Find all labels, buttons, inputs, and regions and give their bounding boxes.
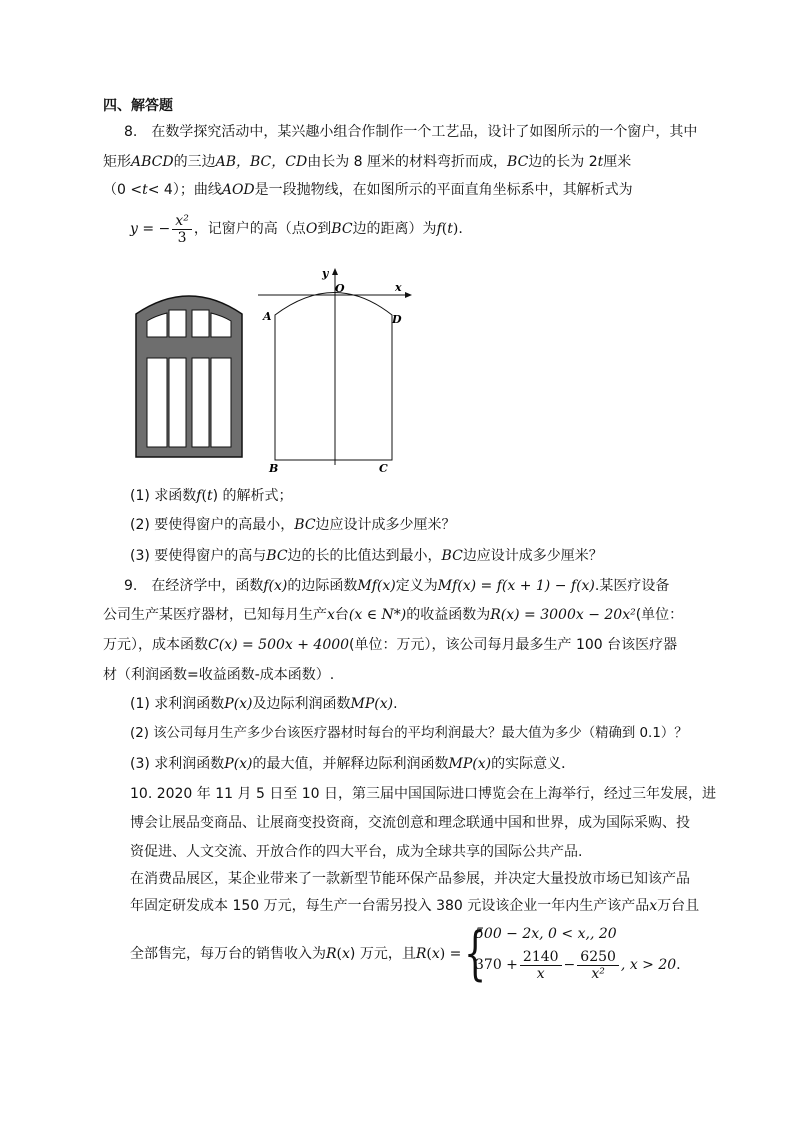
q10-line-1: 10. 2020 年 11 月 5 日至 10 日，第三届中国国际进口博览会在上海举行，经过三年发展，进 [130, 786, 717, 802]
q8-line-4-formula: y = − $\frac{\text{x²}}{3}$ ，记窗户的高（点O到BC边的距离）为f(t). [130, 212, 463, 246]
window-pane-3 [192, 358, 209, 447]
label-y: y [322, 267, 329, 280]
fraction-6250-over-x2: $\frac{6250}{\text{x²}}$ [577, 949, 619, 982]
label-a: A [263, 310, 272, 323]
label-b: B [269, 462, 279, 475]
coordinate-diagram [255, 265, 415, 480]
piecewise-case-2: 370 + $\frac{2140}{x}$ − $\frac{6250}{\text{x²}}$ , x > 20. [475, 948, 681, 982]
q9-line-3: 万元），成本函数C(x) = 500x + 4000(单位：万元），该公司每月最多生产 100 台该医疗器 [103, 637, 678, 653]
q10-line-3: 资促进、人文交流、开放合作的四大平台，成为全球共享的国际公共产品. [130, 844, 583, 860]
label-d: D [392, 313, 402, 326]
q8-sub-1: (1) 求函数f(t) 的解析式； [130, 488, 293, 504]
label-c: C [379, 462, 388, 475]
q9-sub-2: (2) 该公司每月生产多少台该医疗器材时每台的平均利润最大？最大值为多少（精确到 0.1）？ [130, 726, 688, 741]
fraction-x2-over-3: $\frac{\text{x²}}{3}$ [172, 213, 192, 246]
window-pane-2 [169, 358, 186, 447]
q8-line-1: 8. 在数学探究活动中，某兴趣小组合作制作一个工艺品，设计了如图所示的一个窗户，其中 [124, 124, 698, 140]
fraction-2140-over-x: $\frac{2140}{x}$ [520, 949, 562, 982]
label-x: x [395, 281, 402, 294]
label-o: O [335, 282, 345, 295]
q10-line-6: 全部售完，每万台的销售收入为R(x) 万元，且R(x) = [130, 946, 462, 962]
q8-line-2: 矩形ABCD的三边AB，BC，CD由长为 8 厘米的材料弯折而成，BC边的长为 2t厘米 [103, 154, 632, 170]
window-outline [275, 293, 392, 461]
q8-line-3: （0 <t< 4）；曲线AOD是一段抛物线，在如图所示的平面直角坐标系中，其解析式为 [103, 182, 633, 198]
q8-sub-3: (3) 要使得窗户的高与BC边的长的比值达到最小，BC边应设计成多少厘米？ [130, 548, 603, 564]
y-axis-arrow [332, 268, 338, 275]
q9-line-4: 材（利润函数=收益函数-成本函数）. [103, 667, 335, 683]
window-arch-pane-mid-right [192, 310, 209, 337]
section-title: 四、解答题 [103, 98, 173, 114]
piecewise-case-1: 500 − 2x, 0 < x,, 20 [475, 926, 617, 942]
q9-line-2: 公司生产某医疗器材，已知每月生产x台(x ∈ N*)的收益函数为R(x) = 3000x − 20x²(单位： [103, 607, 684, 623]
window-pane-1 [147, 358, 167, 447]
q9-sub-1: (1) 求利润函数P(x)及边际利润函数MP(x). [130, 696, 398, 712]
q9-line-1: 9. 在经济学中，函数f(x)的边际函数Mf(x)定义为Mf(x) = f(x + 1) − f(x).某医疗设备 [124, 578, 670, 594]
window-arch-pane-mid-left [169, 310, 186, 337]
piecewise-brace: { [464, 919, 487, 987]
q8-sub-2: (2) 要使得窗户的高最小，BC边应设计成多少厘米？ [130, 517, 456, 533]
window-illustration [133, 288, 245, 460]
x-axis-arrow [405, 292, 412, 298]
window-pane-4 [211, 358, 231, 447]
q10-line-4: 在消费品展区，某企业带来了一款新型节能环保产品参展，并决定大量投放市场已知该产品 [130, 871, 690, 887]
q10-line-5: 年固定研发成本 150 万元，每生产一台需另投入 380 元设该企业一年内生产该产品x万台且 [130, 898, 700, 914]
q9-sub-3: (3) 求利润函数P(x)的最大值，并解释边际利润函数MP(x)的实际意义． [130, 756, 576, 772]
q10-line-2: 博会让展品变商品、让展商变投资商，交流创意和理念联通中国和世界，成为国际采购、投 [130, 815, 690, 831]
